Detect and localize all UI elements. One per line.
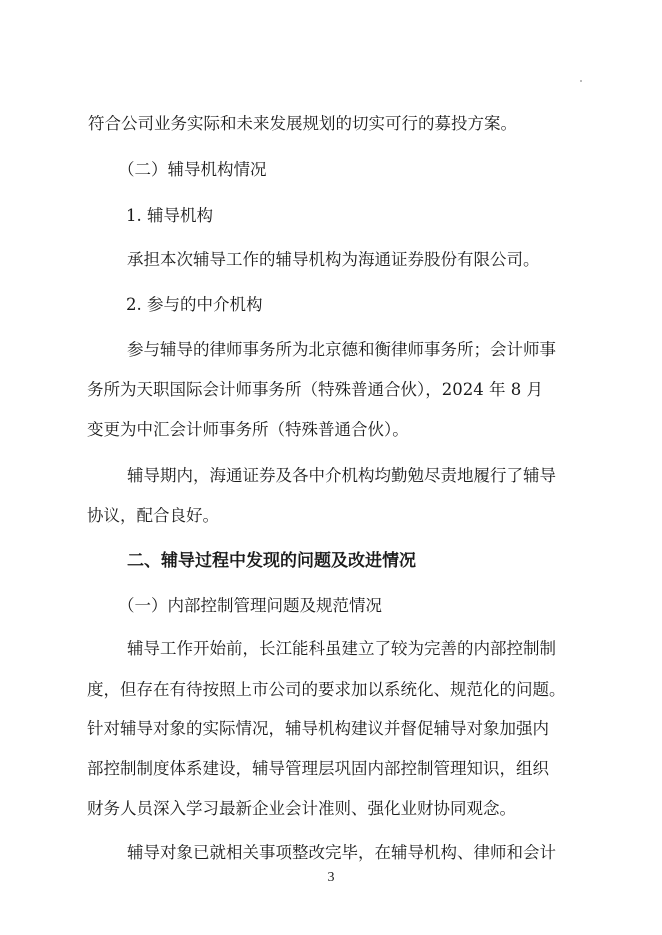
scan-speck xyxy=(580,80,582,82)
paragraph-line-1: 符合公司业务实际和未来发展规划的切实可行的募投方案。 xyxy=(88,114,517,133)
paragraph-line-13: 辅导工作开始前，长江能科虽建立了较为完善的内部控制制 xyxy=(127,639,556,658)
paragraph-line-9: 辅导期内，海通证券及各中介机构均勤勉尽责地履行了辅导 xyxy=(127,466,556,485)
item-heading-1: 1. 辅导机构 xyxy=(126,206,213,225)
paragraph-line-15: 针对辅导对象的实际情况，辅导机构建议并督促辅导对象加强内 xyxy=(87,719,549,738)
paragraph-line-6: 参与辅导的律师事务所为北京德和衡律师事务所；会计师事 xyxy=(127,340,556,359)
paragraph-line-10: 协议，配合良好。 xyxy=(87,506,219,525)
subsection-heading-internal-control: （一）内部控制管理问题及规范情况 xyxy=(118,596,382,615)
subsection-heading-counseling-institution: （二）辅导机构情况 xyxy=(118,160,267,179)
paragraph-line-14: 度，但存在有待按照上市公司的要求加以系统化、规范化的问题。 xyxy=(87,680,566,699)
item-heading-2: 2. 参与的中介机构 xyxy=(126,295,263,314)
page-number: 3 xyxy=(327,870,335,885)
section-heading-issues: 二、辅导过程中发现的问题及改进情况 xyxy=(127,551,416,571)
paragraph-line-8: 变更为中汇会计师事务所（特殊普通合伙）。 xyxy=(87,420,409,439)
paragraph-line-4: 承担本次辅导工作的辅导机构为海通证券股份有限公司。 xyxy=(127,250,540,269)
paragraph-line-18: 辅导对象已就相关事项整改完毕，在辅导机构、律师和会计 xyxy=(127,843,556,862)
paragraph-line-17: 财务人员深入学习最新企业会计准则、强化业财协同观念。 xyxy=(87,799,516,818)
paragraph-line-16: 部控制制度体系建设，辅导管理层巩固内部控制管理知识，组织 xyxy=(87,759,549,778)
paragraph-line-7: 务所为天职国际会计师事务所（特殊普通合伙），2024 年 8 月 xyxy=(87,380,543,399)
